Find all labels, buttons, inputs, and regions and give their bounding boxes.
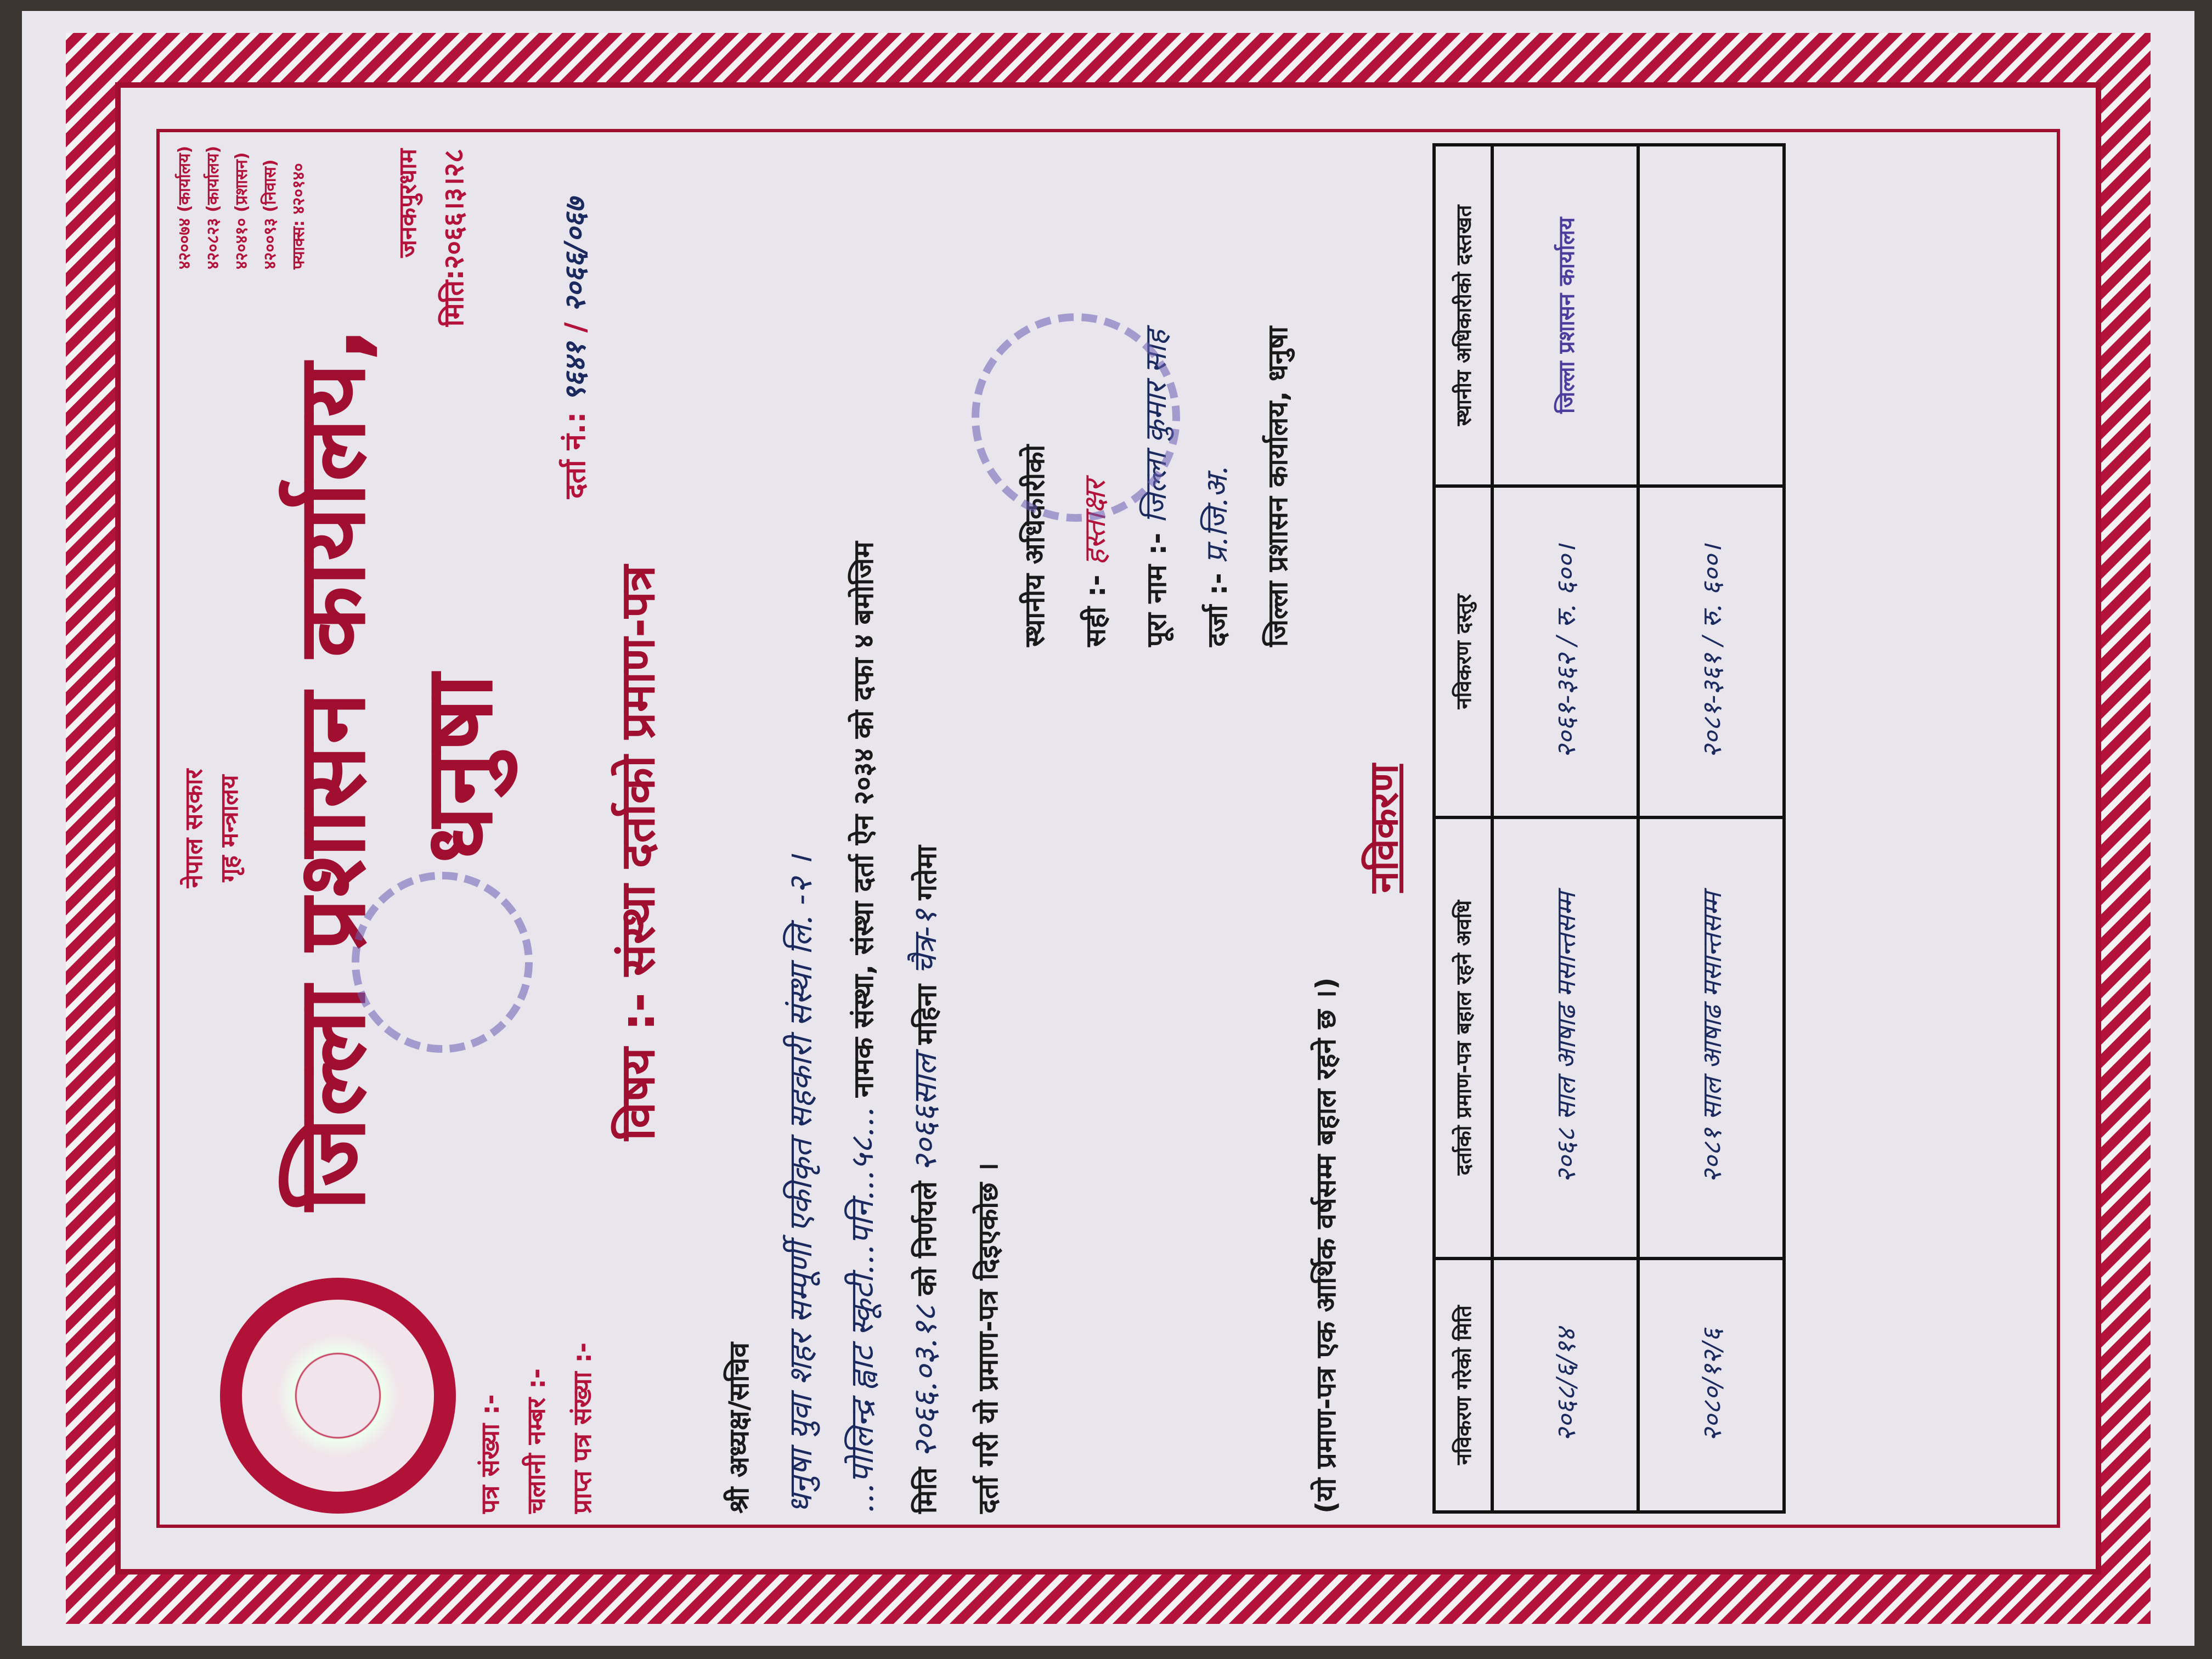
body-line-3 (894, 143, 957, 1514)
header-renewal-fee: नविकरण दस्तुर (1434, 486, 1492, 817)
renewal-table (1432, 143, 1786, 1514)
post-label: दर्जा :- (1201, 573, 1233, 647)
table-row (1638, 145, 1784, 1512)
date-prefix: मिति (911, 1467, 943, 1514)
organization-name: धनुषा युवा शहर सम्पूर्णी एकीकृत सहकारी संस्था लि. -२ । (782, 855, 819, 1514)
cell-validity-period: २०६८ साल आषाढ मसान्तसम्म (1492, 817, 1638, 1259)
contact-line: फ्याक्स: ४२०१४० (289, 163, 308, 269)
government-line: नेपाल सरकार (180, 769, 208, 888)
office-footer: जिल्ला प्रशासन कार्यालय, धनुषा (1262, 326, 1294, 647)
issue-date (434, 149, 471, 326)
registration-certificate (66, 33, 2151, 1624)
cell-renewal-date: २०६८/६/१४ (1492, 1259, 1638, 1512)
dispatch-number-label: चलानी नम्बर :- (521, 1368, 551, 1514)
contact-line: ४२००७४ (कार्यालय) (175, 145, 194, 269)
registration-year: २०६६साल (906, 1054, 944, 1172)
contact-line: ४२००९३ (निवास) (261, 159, 280, 269)
decision-date: २०६६.०३.१८ (906, 1305, 944, 1458)
registration-number: दर्ता नं.: ९६४१ / २०६६/०६७ (558, 198, 592, 499)
name-label: पूरा नाम :- (1141, 533, 1172, 647)
nepal-emblem-icon (220, 1278, 456, 1514)
letter-number-label: पत्र संख्या :- (475, 1394, 505, 1514)
cell-officer-signature (1492, 145, 1638, 486)
post-row (1187, 326, 1248, 647)
subject-line: विषय :- संस्था दर्ताको प्रमाण-पत्र (611, 565, 665, 1141)
table-row (1492, 145, 1638, 1512)
received-letter-label: प्राप्त पत्र संख्या :- (567, 1342, 597, 1514)
validity-note: (यो प्रमाण-पत्र एक आर्थिक वर्षसम्म बहाल रहने छ ।) (1310, 977, 1342, 1514)
reg-number: ९६४१ (558, 342, 592, 402)
stamp-text: जिल्ला प्रशासन कार्यालय (1554, 217, 1579, 414)
month-label: महिना (911, 984, 943, 1045)
date-value: २०६६।३।२८ (438, 149, 470, 269)
registration-day: चैत्र-१ (906, 909, 944, 975)
addressee: श्री अध्यक्ष/सचिव (723, 1342, 755, 1514)
signature: हस्ताक्षर (1077, 479, 1112, 566)
contact-numbers (171, 138, 313, 269)
certificate-inner-frame (156, 129, 2060, 1528)
cell-renewal-fee: २०८१-३६१ / रु. ६००। (1638, 486, 1784, 817)
office-title: जिल्ला प्रशासन कार्यालय, धनुषा (278, 325, 514, 1211)
office-seal-stamp (972, 313, 1180, 522)
cell-validity-period: २०८१ साल आषाढ मसान्तसम्म (1638, 817, 1784, 1259)
faded-stamp (352, 872, 533, 1053)
day-suffix: गतेमा (911, 845, 943, 900)
sign-label: सही :- (1080, 574, 1111, 647)
header-officer-signature: स्थानीय अधिकारीको दस्तखत (1434, 145, 1492, 486)
office-place: जनकपुरधाम (394, 149, 422, 258)
date-label: मिति: (438, 269, 470, 327)
certificate-body (708, 143, 1019, 1514)
cell-renewal-date: २०८०/१२/६ (1638, 1259, 1784, 1512)
contact-line: ४२०४१० (प्रशासन) (232, 152, 251, 269)
letter-meta (467, 1342, 605, 1514)
renewal-title: नविकरण (1361, 764, 1407, 893)
contact-line: ४२०८२३ (कार्यालय) (204, 145, 223, 269)
decision-text: को निर्णयले (911, 1181, 943, 1296)
ministry-line: गृह मन्त्रालय (216, 775, 244, 882)
table-header-row (1434, 145, 1492, 1512)
officer-post: प्र.जि.अ. (1199, 466, 1234, 563)
reg-fiscal-year: २०६६/०६७ (558, 198, 592, 313)
cell-renewal-fee: २०६१-३६२ / रु. ६००। (1492, 486, 1638, 817)
photographed-paper (22, 11, 2194, 1646)
header-validity-period: दर्ताको प्रमाण-पत्र बहाल रहने अवधि (1434, 817, 1492, 1259)
officer-name: जिल्ला कुमार साह (1138, 330, 1173, 523)
organization-name-cont: ...पोलिन्द्र ह्वाट स्कूटी...पनि...५८... (843, 1107, 881, 1514)
officer-heading: स्थानीय अधिकारीको (1019, 444, 1051, 647)
reg-label: दर्ता नं.: (559, 411, 592, 499)
cell-officer-signature (1638, 145, 1784, 486)
body-line-4: दर्ता गरी यो प्रमाण-पत्र दिइएकोछ । (972, 1163, 1004, 1514)
header-renewal-date: नविकरण गरेको मिति (1434, 1259, 1492, 1512)
act-reference: नामक संस्था, संस्था दर्ता ऐन २०३४ को दफा ४ बमोजिम (848, 541, 879, 1098)
body-line-2 (831, 143, 894, 1514)
